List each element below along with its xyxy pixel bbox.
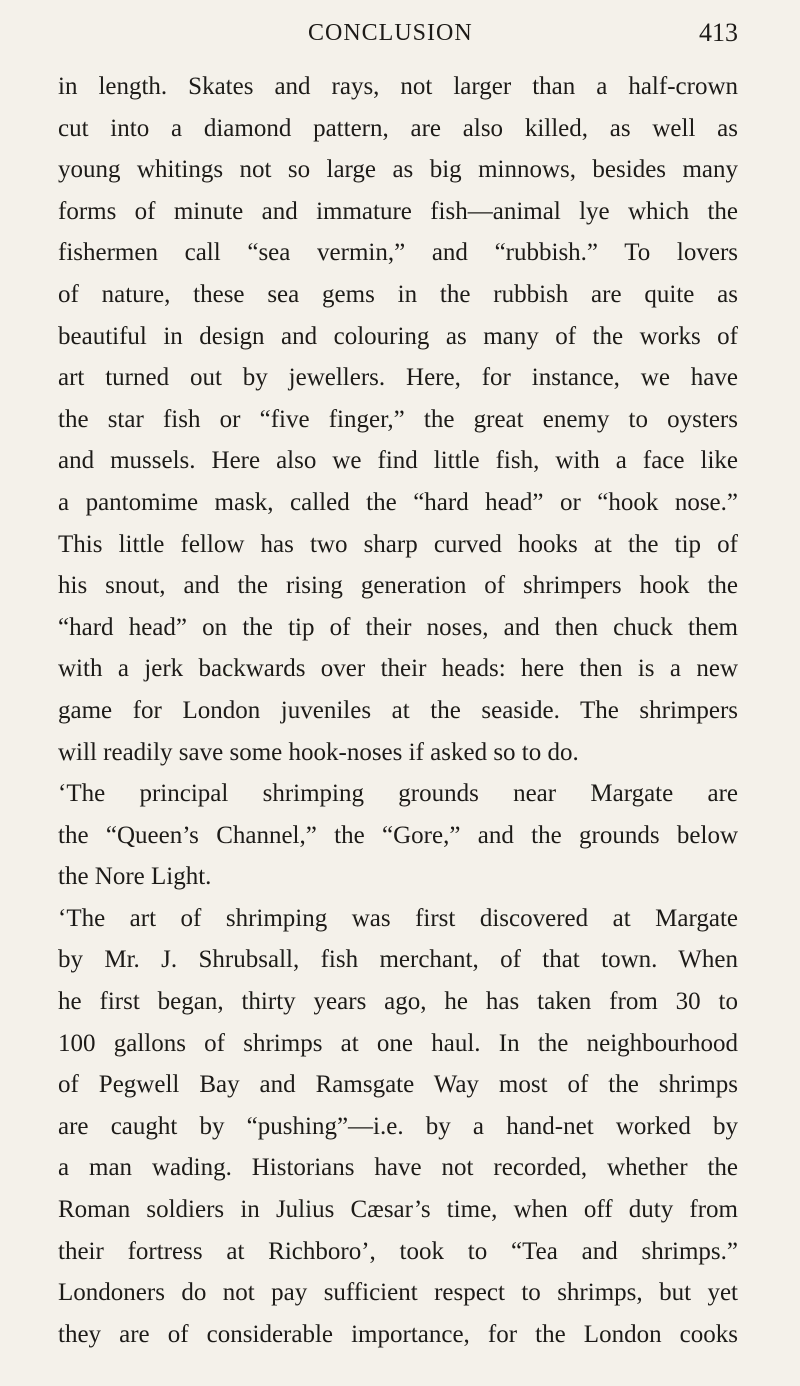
text-line: Roman soldiers in Julius Cæsar’s time, when off duty from (58, 1196, 738, 1224)
text-line: forms of minute and immature fish—animal lye which the (58, 197, 738, 225)
text-line: art turned out by jewellers. Here, for instance, we have (58, 364, 738, 392)
text-line: This little fellow has two sharp curved hooks at the tip of (58, 530, 738, 558)
text-line: the star fish or “five finger,” the great enemy to oysters (58, 405, 738, 433)
text-line: with a jerk backwards over their heads: here then is a new (58, 655, 738, 683)
text-line: a man wading. Historians have not recorded, whether the (58, 1154, 738, 1182)
text-line: “hard head” on the tip of their noses, and then chuck them (58, 613, 738, 641)
text-line: the Nore Light. (58, 863, 212, 891)
text-line: of Pegwell Bay and Ramsgate Way most of the shrimps (58, 1071, 738, 1099)
body-text (58, 66, 738, 1355)
text-line: in length. Skates and rays, not larger than a half-crown (58, 73, 738, 100)
text-line: young whitings not so large as big minnows, besides many (58, 156, 738, 184)
text-line: are caught by “pushing”—i.e. by a hand-net worked by (58, 1112, 738, 1140)
text-line: by Mr. J. Shrubsall, fish merchant, of that town. When (58, 946, 738, 974)
text-line: their fortress at Richboro’, took to “Tea and shrimps.” (58, 1237, 738, 1265)
text-line: Londoners do not pay sufficient respect to shrimps, but yet (58, 1279, 738, 1307)
running-head (0, 14, 800, 54)
text-line: 100 gallons of shrimps at one haul. In the neighbourhood (58, 1029, 738, 1057)
text-line: his snout, and the rising generation of shrimpers hook the (58, 572, 738, 600)
text-line: ‘The art of shrimping was first discovered at Margate (58, 904, 738, 932)
text-line: cut into a diamond pattern, are also killed, as well as (58, 114, 738, 142)
text-line: fishermen call “sea vermin,” and “rubbish.” To lovers (58, 239, 738, 267)
text-line: and mussels. Here also we find little fish, with a face like (58, 447, 738, 475)
text-line: they are of considerable importance, for the London cooks (58, 1320, 738, 1348)
text-line: of nature, these sea gems in the rubbish are quite as (58, 280, 738, 308)
page-number: 413 (699, 18, 738, 47)
text-line: ‘The principal shrimping grounds near Margate are (58, 780, 738, 808)
text-line: game for London juveniles at the seaside. The shrimpers (58, 696, 738, 724)
text-line: he first began, thirty years ago, he has taken from 30 to (58, 988, 738, 1016)
text-line: the “Queen’s Channel,” the “Gore,” and the grounds below (58, 821, 738, 849)
text-line: will readily save some hook-noses if asked so to do. (58, 738, 579, 766)
text-line: beautiful in design and colouring as many of the works of (58, 322, 738, 350)
running-title: CONCLUSION (308, 20, 473, 46)
text-line: a pantomime mask, called the “hard head” or “hook nose.” (58, 488, 738, 516)
